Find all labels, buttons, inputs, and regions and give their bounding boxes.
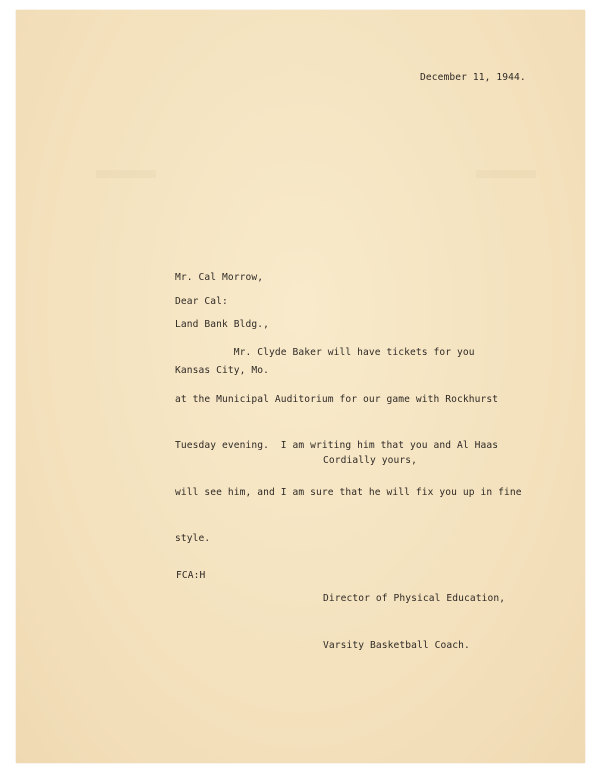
address-line: Land Bank Bldg., bbox=[175, 318, 270, 330]
bleed-through-mark bbox=[96, 170, 156, 178]
signature-block bbox=[323, 560, 505, 684]
letter-page bbox=[16, 10, 585, 763]
body-line: will see him, and I am sure that he will fix you up in fine bbox=[175, 486, 522, 498]
body-line: at the Municipal Auditorium for our game with Rockhurst bbox=[175, 393, 499, 405]
address-line: Mr. Cal Morrow, bbox=[175, 272, 264, 283]
bleed-through-mark bbox=[476, 170, 536, 178]
body-line: Tuesday evening. I am writing him that you and Al Haas bbox=[175, 440, 499, 451]
body-line: Mr. Clyde Baker will have tickets for you bbox=[175, 347, 475, 358]
address-line: Kansas City, Mo. bbox=[175, 365, 270, 376]
signature-line: Varsity Basketball Coach. bbox=[323, 639, 470, 651]
salutation: Dear Cal: bbox=[175, 296, 228, 307]
signature-line: Director of Physical Education, bbox=[323, 593, 506, 604]
body-line: style. bbox=[175, 533, 211, 544]
letter-date: December 11, 1944. bbox=[420, 72, 526, 83]
letter-body bbox=[175, 314, 522, 578]
reference-initials: FCA:H bbox=[176, 570, 206, 581]
closing: Cordially yours, bbox=[323, 455, 418, 466]
